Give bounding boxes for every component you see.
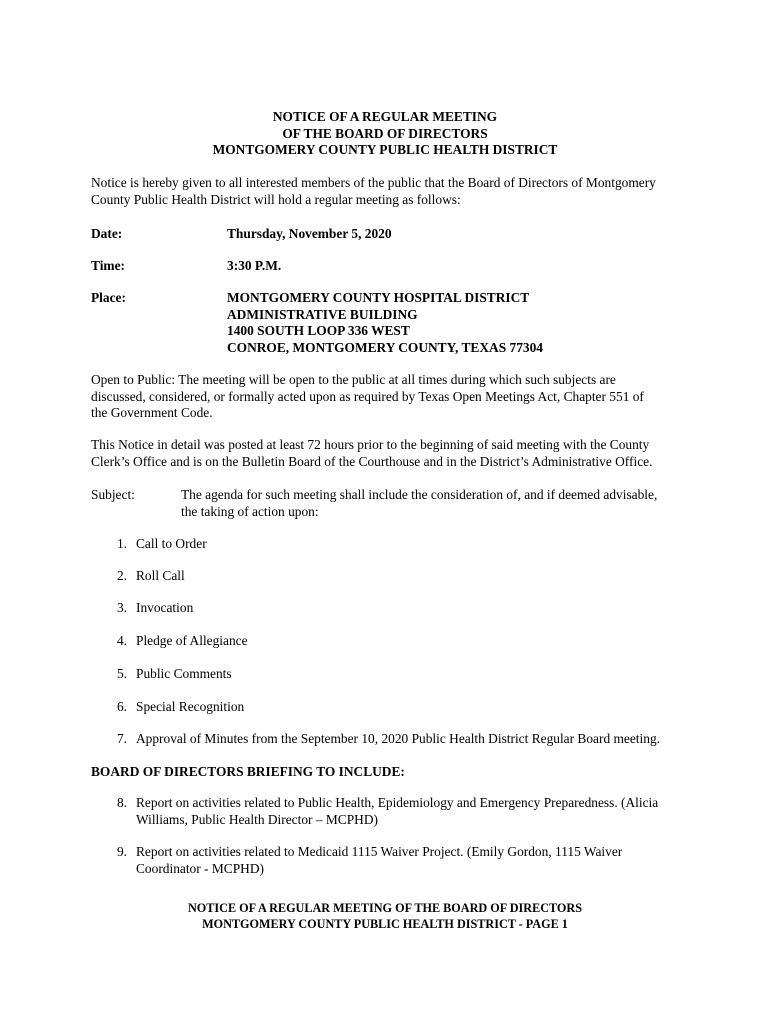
open-public-line-2: discussed, considered, or formally acted upon as required by Texas Open Meetings Act, Chapter 551 of <box>91 388 644 404</box>
place-line-3: 1400 SOUTH LOOP 336 WEST <box>227 323 410 338</box>
footer-line-1: NOTICE OF A REGULAR MEETING OF THE BOARD OF DIRECTORS <box>187 901 582 915</box>
posting-paragraph <box>91 437 691 470</box>
briefing-item-number: 9. <box>116 844 127 859</box>
agenda-item-number: 2. <box>116 568 127 583</box>
agenda-item-number: 3. <box>116 600 127 615</box>
title-line-3: MONTGOMERY COUNTY PUBLIC HEALTH DISTRICT <box>212 142 558 157</box>
agenda-item-text: Approval of Minutes from the September 10, 2020 Public Health District Regular Board meeting. <box>136 731 660 746</box>
time-value: 3:30 P.M. <box>227 258 282 273</box>
agenda-item-number: 5. <box>116 666 127 681</box>
place-line-1: MONTGOMERY COUNTY HOSPITAL DISTRICT <box>227 290 530 305</box>
briefing-heading: BOARD OF DIRECTORS BRIEFING TO INCLUDE: <box>91 764 405 779</box>
footer-line-2: MONTGOMERY COUNTY PUBLIC HEALTH DISTRICT - PAGE 1 <box>202 917 568 931</box>
agenda-item-text: Invocation <box>136 600 194 615</box>
place-line-2: ADMINISTRATIVE BUILDING <box>227 306 418 322</box>
place-address <box>227 290 691 356</box>
intro-line-2: County Public Health District will hold a regular meeting as follows: <box>91 191 461 207</box>
page-footer <box>0 900 770 932</box>
agenda-item-number: 1. <box>116 536 127 551</box>
agenda-item-number: 4. <box>116 633 127 648</box>
briefing-item-text <box>136 795 691 828</box>
intro-paragraph <box>91 175 691 208</box>
posting-line-2: Clerk’s Office and is on the Bulletin Board of the Courthouse and in the District’s Administrative Office. <box>91 453 653 469</box>
time-label: Time: <box>91 258 125 273</box>
title-line-2: OF THE BOARD OF DIRECTORS <box>282 125 488 141</box>
agenda-item-number: 6. <box>116 699 127 714</box>
posting-line-1: This Notice in detail was posted at least 72 hours prior to the beginning of said meeting with the County <box>91 437 650 452</box>
subject-line-1: The agenda for such meeting shall include the consideration of, and if deemed advisable, <box>181 487 658 502</box>
notice-title <box>0 109 770 159</box>
agenda-item-number: 7. <box>116 731 127 746</box>
place-line-4: CONROE, MONTGOMERY COUNTY, TEXAS 77304 <box>227 339 543 355</box>
open-public-line-3: the Government Code. <box>91 405 213 420</box>
agenda-item-text: Roll Call <box>136 568 185 583</box>
title-line-1: NOTICE OF A REGULAR MEETING <box>272 109 498 124</box>
subject-label: Subject: <box>91 487 135 502</box>
briefing-item-text <box>136 844 691 877</box>
briefing-item-number: 8. <box>116 795 127 810</box>
date-label: Date: <box>91 226 123 241</box>
agenda-item-text: Public Comments <box>136 666 232 681</box>
briefing-item-line-1: Report on activities related to Public Health, Epidemiology and Emergency Preparedness. (Alicia <box>136 795 659 810</box>
briefing-item-line-1: Report on activities related to Medicaid 1115 Waiver Project. (Emily Gordon, 1115 Waiver <box>136 844 623 859</box>
briefing-item-line-2: Coordinator - MCPHD) <box>136 860 264 876</box>
agenda-item-text: Call to Order <box>136 536 207 551</box>
intro-line-1: Notice is hereby given to all interested members of the public that the Board of Directors of Montgomery <box>91 175 656 190</box>
subject-line-2: the taking of action upon: <box>181 503 319 519</box>
agenda-item-text: Special Recognition <box>136 699 245 714</box>
open-to-public-paragraph <box>91 372 691 422</box>
agenda-item-text: Pledge of Allegiance <box>136 633 248 648</box>
place-label: Place: <box>91 290 126 305</box>
open-public-line-1: Open to Public: The meeting will be open to the public at all times during which such subjects are <box>91 372 616 387</box>
subject-text <box>181 487 691 520</box>
briefing-item-line-2: Williams, Public Health Director – MCPHD) <box>136 811 378 827</box>
date-value: Thursday, November 5, 2020 <box>227 226 392 241</box>
